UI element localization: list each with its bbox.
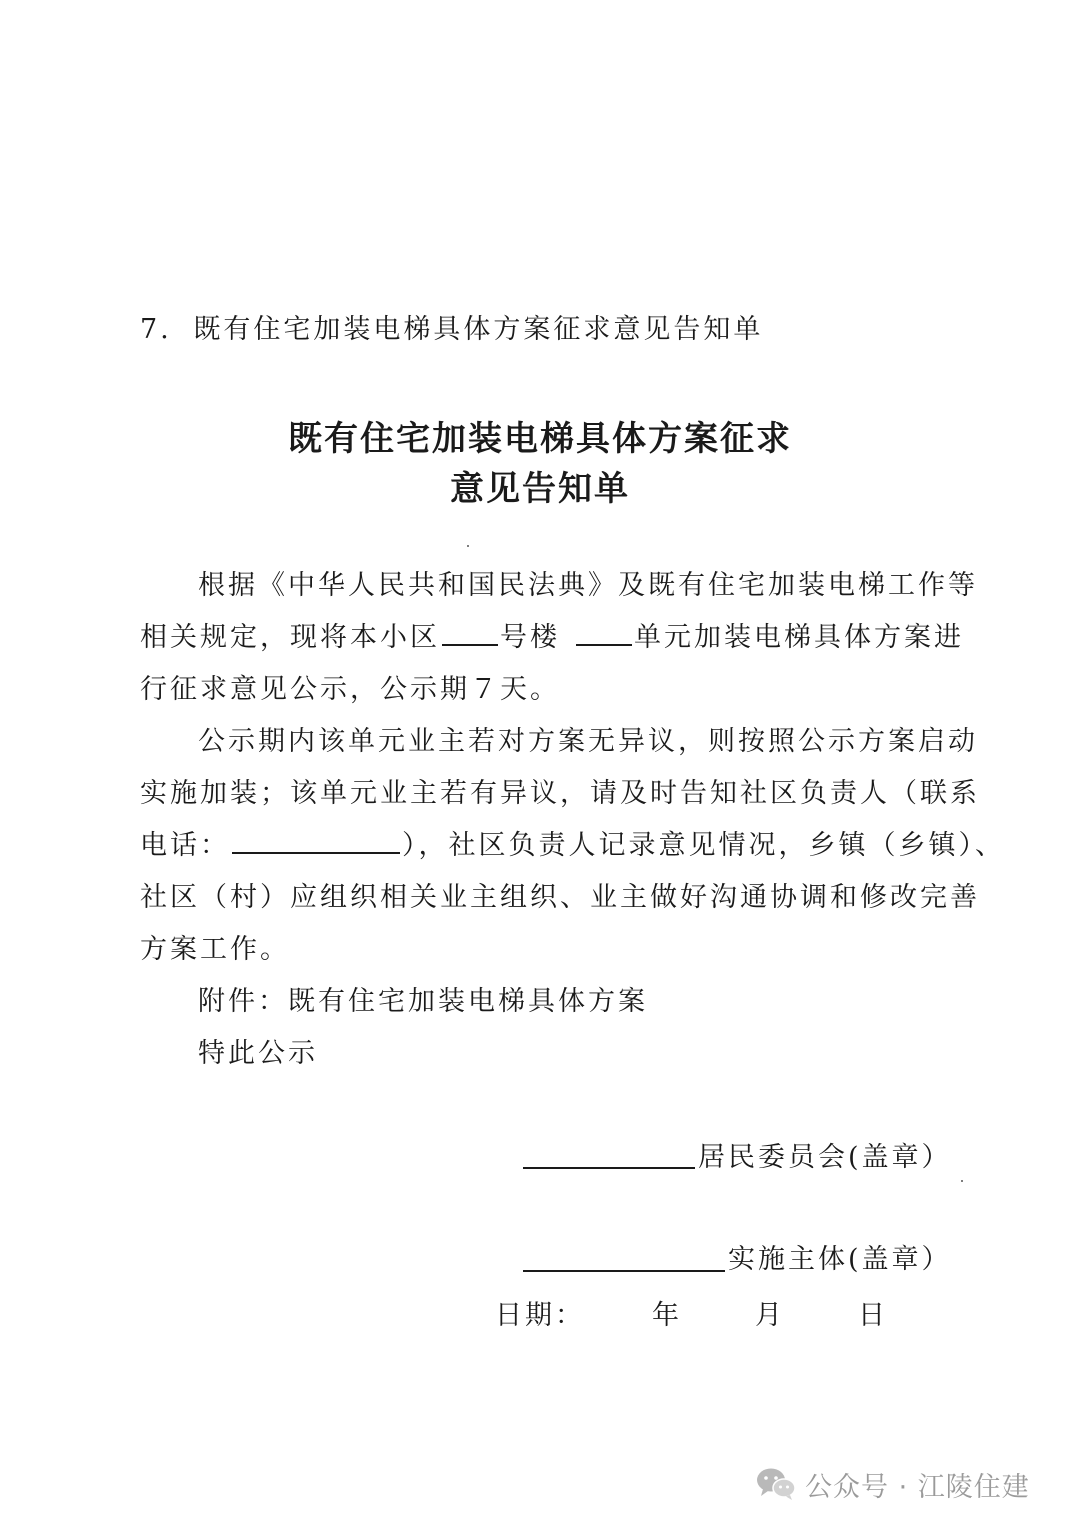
building-number-blank bbox=[442, 622, 498, 646]
paragraph-2-line-2: 实施加装；该单元业主若有异议，请及时告知社区负责人（联系 bbox=[140, 778, 980, 809]
date-day: 日 bbox=[858, 1300, 888, 1331]
scan-speck bbox=[961, 1180, 963, 1182]
scan-speck bbox=[467, 545, 469, 547]
section-heading-text: 既有住宅加装电梯具体方案征求意见告知单 bbox=[193, 314, 764, 345]
attachment-line: 附件：既有住宅加装电梯具体方案 bbox=[198, 986, 648, 1017]
committee-stamp-label: 居民委员会(盖章） bbox=[698, 1142, 952, 1173]
paragraph-2-line-3-a: 电话： bbox=[140, 830, 230, 861]
wechat-icon bbox=[755, 1466, 797, 1502]
paragraph-2-line-5: 方案工作。 bbox=[140, 934, 290, 965]
paragraph-1-line-1: 根据《中华人民共和国民法典》及既有住宅加装电梯工作等 bbox=[198, 570, 978, 601]
paragraph-1-line-3: 行征求意见公示，公示期７天。 bbox=[140, 674, 560, 705]
implementer-signature-line bbox=[523, 1270, 725, 1272]
phone-number-blank bbox=[232, 830, 400, 854]
paragraph-2-line-1: 公示期内该单元业主若对方案无异议，则按照公示方案启动 bbox=[198, 726, 978, 757]
document-title-line-1: 既有住宅加装电梯具体方案征求 bbox=[288, 419, 792, 459]
paragraph-2-line-3 bbox=[140, 828, 1005, 864]
paragraph-2-line-3-b: ），社区负责人记录意见情况，乡镇（乡镇）、 bbox=[402, 830, 1005, 861]
section-heading bbox=[140, 312, 763, 348]
watermark-text: 公众号 · 江陵住建 bbox=[805, 1471, 1030, 1503]
paragraph-1-line-2-b: 号楼 bbox=[500, 622, 560, 653]
paragraph-1-line-2 bbox=[140, 620, 964, 656]
section-number: 7. bbox=[140, 314, 172, 345]
paragraph-1-line-2-c: 单元加装电梯具体方案进 bbox=[634, 622, 964, 653]
document-title-line-2: 意见告知单 bbox=[450, 469, 630, 509]
implementer-stamp-label: 实施主体(盖章） bbox=[728, 1244, 952, 1275]
unit-number-blank bbox=[576, 622, 632, 646]
closing-line: 特此公示 bbox=[198, 1038, 318, 1069]
paragraph-2-line-4: 社区（村）应组织相关业主组织、业主做好沟通协调和修改完善 bbox=[140, 882, 980, 913]
committee-signature-line bbox=[523, 1167, 695, 1169]
wechat-watermark bbox=[755, 1464, 1030, 1504]
paragraph-1-line-2-a: 相关规定，现将本小区 bbox=[140, 622, 440, 653]
date-year: 年 bbox=[652, 1300, 682, 1331]
date-label: 日期： bbox=[495, 1300, 585, 1331]
date-month: 月 bbox=[755, 1300, 785, 1331]
